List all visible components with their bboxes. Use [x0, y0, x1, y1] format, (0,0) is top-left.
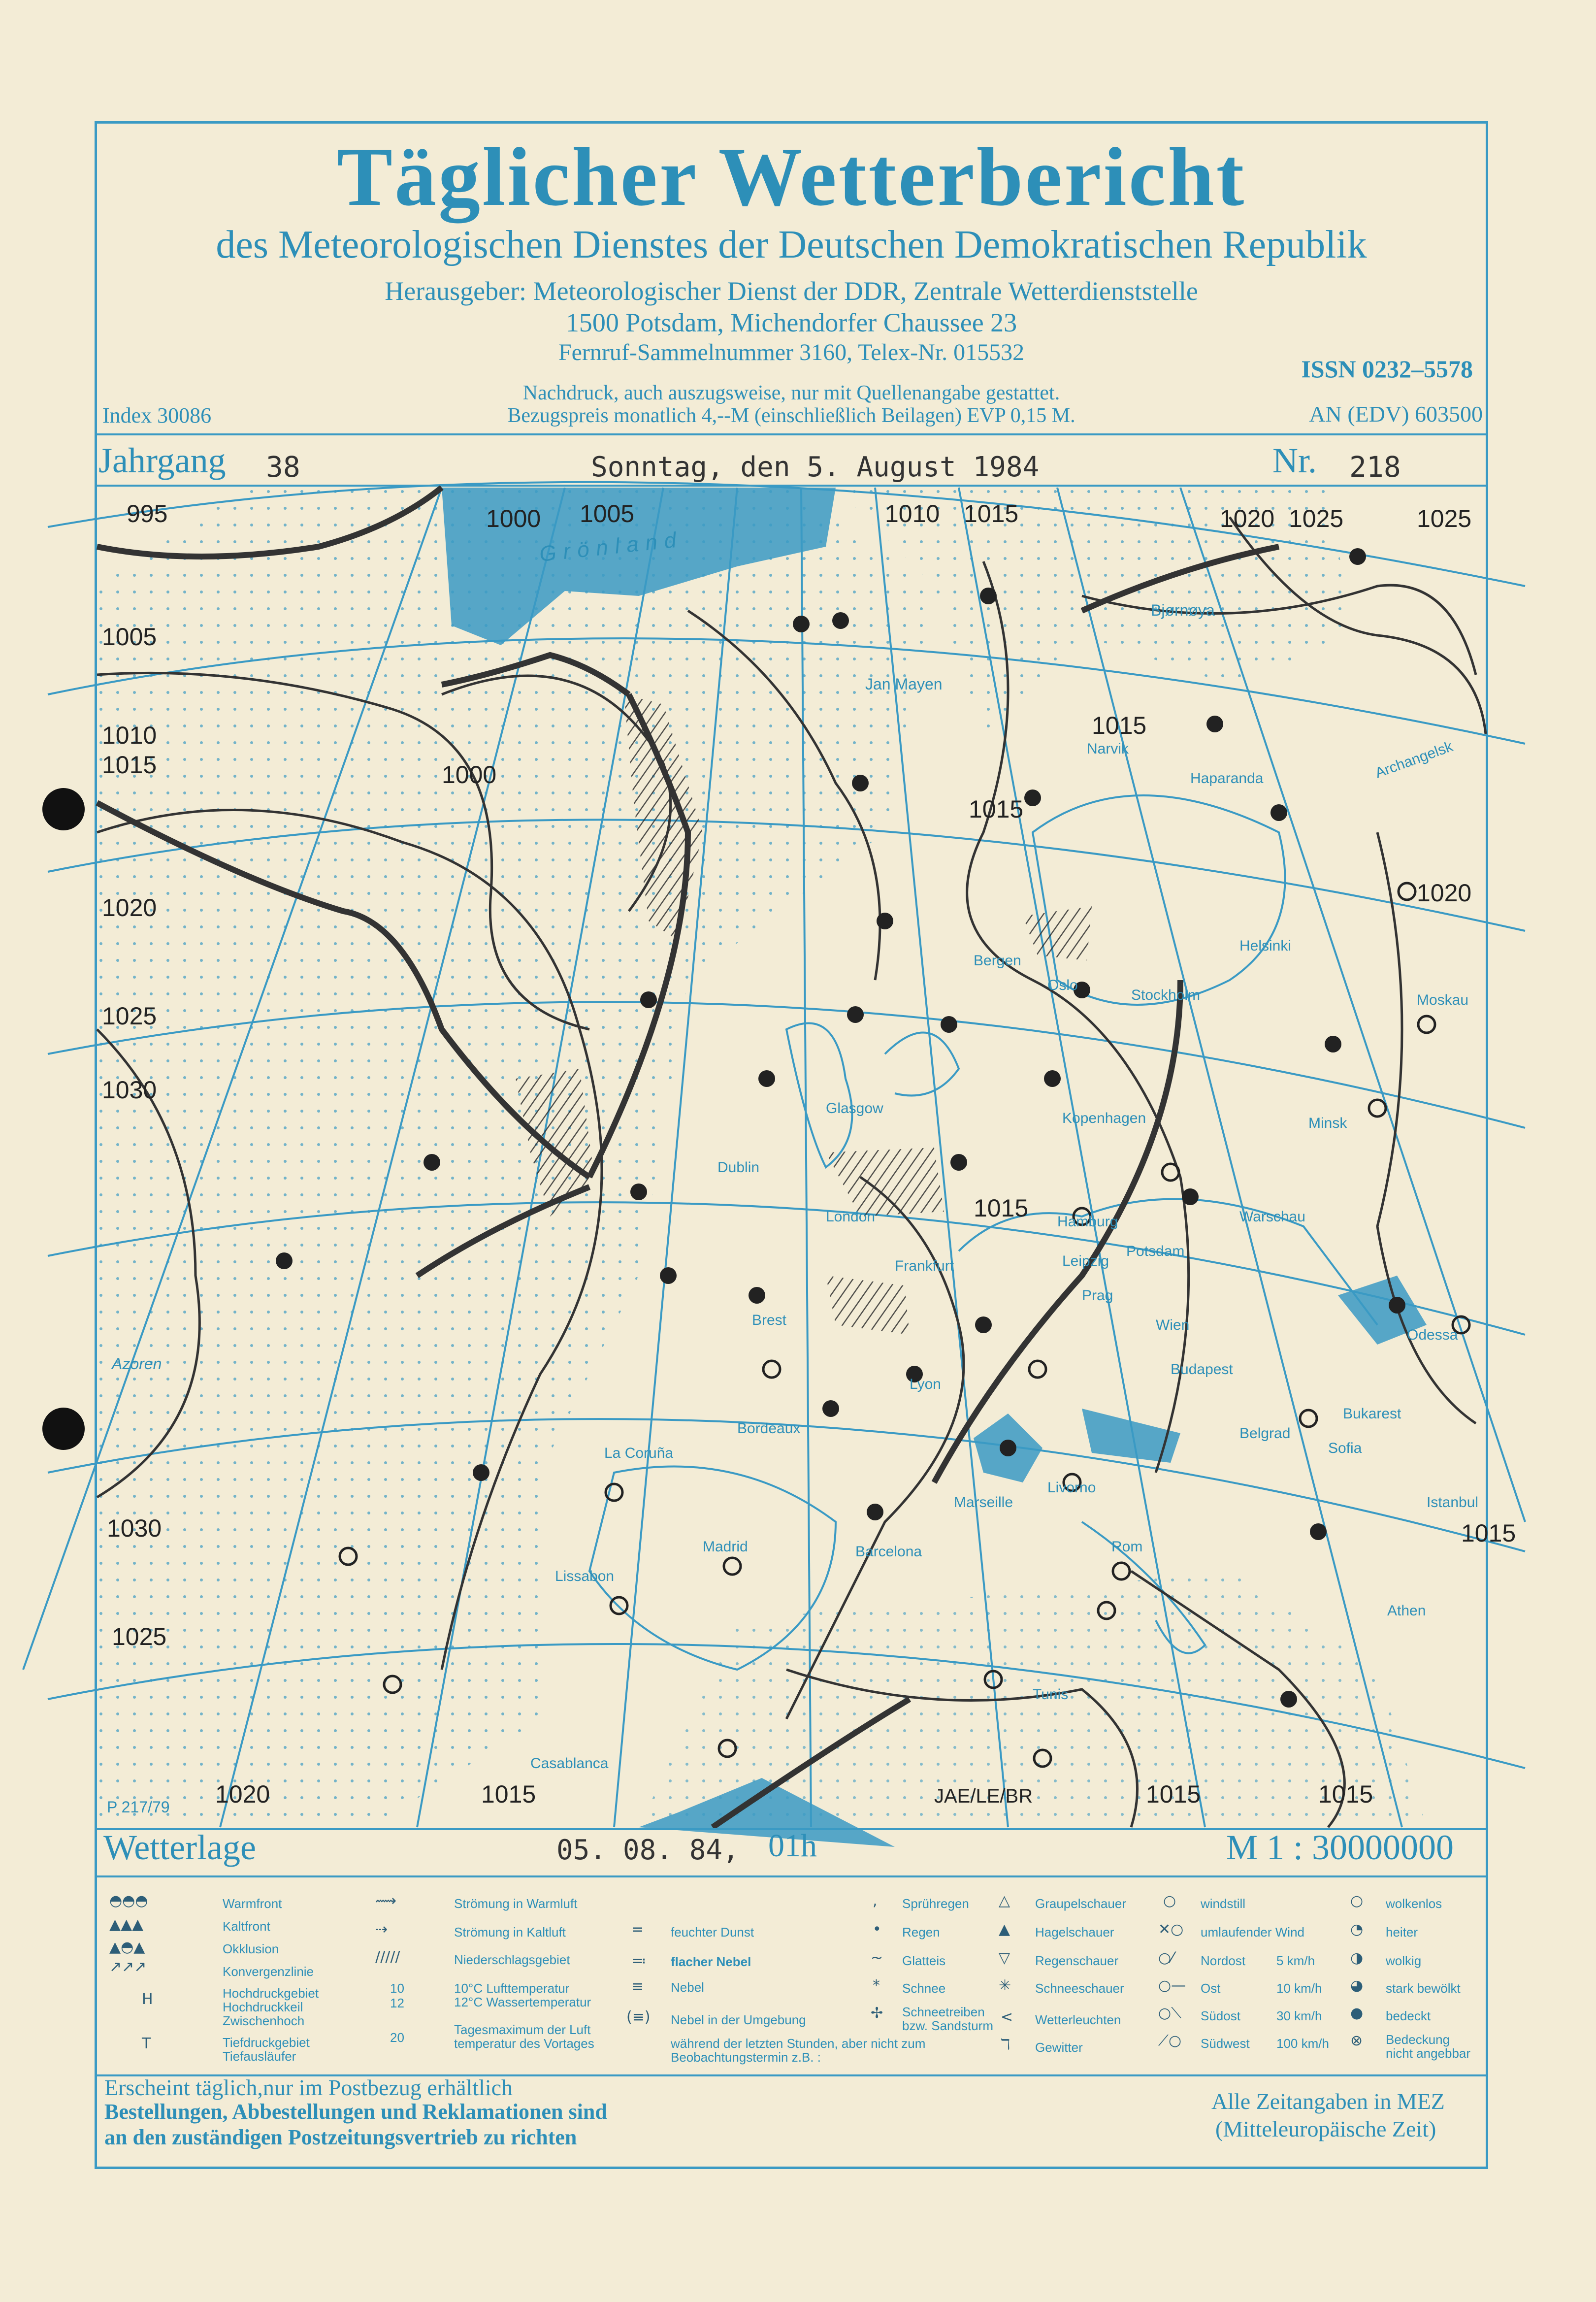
- cold-front-icon: ▲▲▲: [109, 1916, 144, 1933]
- legend-fraction: 20: [390, 2030, 404, 2045]
- nr-label: Nr.: [1272, 441, 1317, 480]
- legend-item: Südwest: [1201, 2036, 1250, 2051]
- label-narvik: Narvik: [1087, 741, 1129, 757]
- label-bordeaux: Bordeaux: [737, 1420, 801, 1437]
- calm-icon: ○: [1163, 1892, 1176, 1909]
- legend-item: windstill: [1201, 1896, 1246, 1911]
- label-istanbul: Istanbul: [1427, 1494, 1479, 1511]
- isobar-label-1030: 1030: [102, 1076, 157, 1104]
- jahrgang-label: Jahrgang: [98, 441, 226, 480]
- label-lyon: Lyon: [910, 1376, 941, 1392]
- label-archangelsk: Archangelsk: [1373, 738, 1455, 782]
- label-livorno: Livorno: [1047, 1480, 1096, 1496]
- nr-value: 218: [1349, 450, 1401, 484]
- label-budapest: Budapest: [1171, 1361, 1233, 1378]
- footer-availability: Erscheint täglich,nur im Postbezug erhältlich: [104, 2075, 513, 2100]
- isobar-label-1025-south: 1025: [112, 1623, 167, 1650]
- sky-obscured-icon: ⊗: [1350, 2032, 1363, 2049]
- publisher-line: Herausgeber: Meteorologischer Dienst der DDR, Zentrale Wetterdienststelle: [385, 276, 1198, 306]
- map-scale: M 1 : 30000000: [1226, 1828, 1454, 1867]
- isobar-label-1015: 1015: [102, 751, 157, 779]
- convergence-icon: ↗↗↗: [109, 1958, 147, 1975]
- legend-item: Strömung in Kaltluft: [454, 1925, 566, 1940]
- legend-item: 12°C Wassertemperatur: [454, 1995, 591, 2009]
- index-number: Index 30086: [102, 403, 212, 428]
- rain-icon: •: [873, 1921, 881, 1938]
- punch-hole: [42, 1408, 85, 1450]
- isobar-label-1025: 1025: [102, 1002, 157, 1030]
- legend-item: Tiefausläufer: [223, 2049, 296, 2064]
- overcast-icon: ●: [1350, 2005, 1364, 2022]
- drizzle-icon: ,: [873, 1892, 878, 1909]
- isobar-label-1025-north: 1025: [1289, 505, 1344, 532]
- southeast-wind-icon: ○⟍: [1158, 2005, 1182, 2022]
- legend-item: Graupelschauer: [1035, 1896, 1126, 1911]
- label-moskau: Moskau: [1417, 992, 1469, 1008]
- issue-date: Sonntag, den 5. August 1984: [591, 451, 1040, 483]
- label-rom: Rom: [1111, 1539, 1143, 1555]
- isobar-label-995: 995: [127, 500, 168, 527]
- isobar-label-1015-east: 1015: [1318, 1780, 1373, 1808]
- label-madrid: Madrid: [703, 1539, 748, 1555]
- legend-item: Bedeckung: [1386, 2032, 1450, 2047]
- variable-wind-icon: ✕○: [1158, 1921, 1184, 1938]
- legend-item: Nordost: [1201, 1953, 1246, 1968]
- footer-timezone-note: (Mitteleuropäische Zeit): [1215, 2116, 1436, 2141]
- weather-map: [97, 488, 1516, 1827]
- isobar-label-1005-west: 1005: [102, 623, 157, 651]
- legend-speed: 5 km/h: [1276, 1953, 1315, 1968]
- legend-item: Sprühregen: [902, 1896, 969, 1911]
- legend-speed: 10 km/h: [1276, 1981, 1322, 1996]
- label-lissabon: Lissabon: [555, 1568, 615, 1584]
- wetterlage-date: 05. 08. 84,: [556, 1834, 739, 1866]
- label-bjornoya: Bjørnøya: [1151, 601, 1215, 619]
- legend-item: wolkenlos: [1386, 1896, 1442, 1911]
- legend-item: Kaltfront: [223, 1919, 270, 1934]
- label-bergen: Bergen: [974, 953, 1021, 969]
- fog-vicinity-icon: (≡): [626, 2008, 651, 2026]
- high-pressure-icon: H: [142, 1991, 153, 2008]
- isobar-label-1015-se: 1015: [1146, 1780, 1201, 1808]
- legend-item: Nebel: [671, 1980, 704, 1995]
- isobar-label-1015-istanbul: 1015: [1461, 1519, 1516, 1547]
- label-dublin: Dublin: [717, 1159, 760, 1176]
- price-note: Bezugspreis monatlich 4,--M (einschließlich Beilagen) EVP 0,15 M.: [507, 404, 1075, 427]
- graupel-shower-icon: △: [999, 1892, 1010, 1909]
- label-greenland: Grönland: [538, 527, 684, 566]
- label-helsinki: Helsinki: [1239, 938, 1292, 954]
- label-london: London: [826, 1209, 876, 1225]
- snow-shower-icon: ✳: [999, 1977, 1011, 1994]
- legend-item: Wetterleuchten: [1035, 2012, 1121, 2027]
- isobar-label-1000-low: 1000: [442, 761, 497, 789]
- fog-icon: ≡: [631, 1978, 644, 1995]
- cold-flow-icon: ⇢: [375, 1921, 388, 1938]
- legend-item: Konvergenzlinie: [223, 1964, 314, 1979]
- legend-item: Ost: [1201, 1981, 1221, 1996]
- legend-item: während der letzten Stunden, aber nicht zum: [671, 2036, 926, 2051]
- wetterlage-label: Wetterlage: [103, 1828, 257, 1867]
- isobar-label-1015-narvik: 1015: [1092, 712, 1147, 739]
- legend-speed: 30 km/h: [1276, 2008, 1322, 2023]
- label-bukarest: Bukarest: [1343, 1406, 1401, 1422]
- legend-item: Warmfront: [223, 1896, 282, 1911]
- legend-item: nicht angebbar: [1386, 2046, 1471, 2061]
- label-haparanda: Haparanda: [1190, 770, 1264, 787]
- legend-item: Schneetreiben: [902, 2005, 985, 2019]
- legend-speed: 100 km/h: [1276, 2036, 1329, 2051]
- blowing-snow-icon: ✢: [871, 2005, 883, 2022]
- legend-item: Tagesmaximum der Luft: [454, 2022, 591, 2037]
- legend-item: Regenschauer: [1035, 1953, 1119, 1968]
- mostly-cloudy-icon: ◕: [1350, 1977, 1364, 1994]
- legend: [95, 1879, 1488, 2076]
- legend-item: bedeckt: [1386, 2008, 1431, 2023]
- isobar-label-1015-norway: 1015: [969, 795, 1024, 823]
- label-hamburg: Hamburg: [1057, 1214, 1118, 1230]
- sheet-lightning-icon: <: [1001, 2008, 1013, 2026]
- isobar-label-1015-mid: 1015: [974, 1194, 1029, 1222]
- reprint-note: Nachdruck, auch auszugsweise, nur mit Quellenangabe gestattet.: [522, 382, 1060, 404]
- legend-item: flacher Nebel: [671, 1954, 751, 1969]
- label-belgrad: Belgrad: [1239, 1425, 1291, 1442]
- legend-item: Regen: [902, 1925, 940, 1940]
- label-azoren: Azoren: [112, 1355, 162, 1373]
- isobar-label-1020-south: 1020: [215, 1780, 270, 1808]
- jahrgang-value: 38: [266, 450, 300, 484]
- publisher-phone: Fernruf-Sammelnummer 3160, Telex-Nr. 015532: [558, 339, 1025, 365]
- label-odessa: Odessa: [1407, 1327, 1458, 1343]
- east-wind-icon: ○—: [1158, 1977, 1186, 1994]
- label-kopenhagen: Kopenhagen: [1062, 1110, 1146, 1126]
- legend-item: Nebel in der Umgebung: [671, 2012, 806, 2027]
- label-jan-mayen: Jan Mayen: [865, 675, 943, 693]
- label-barcelona: Barcelona: [855, 1544, 922, 1560]
- label-casablanca: Casablanca: [530, 1755, 609, 1772]
- label-minsk: Minsk: [1308, 1115, 1347, 1131]
- label-tunis: Tunis: [1033, 1686, 1069, 1703]
- thunderstorm-icon: ℸ: [1001, 2036, 1010, 2053]
- legend-item: Schnee: [902, 1981, 946, 1996]
- legend-item: feuchter Dunst: [671, 1925, 754, 1940]
- hail-shower-icon: ▲: [999, 1921, 1010, 1938]
- legend-item: Hochdruckkeil: [223, 2000, 303, 2014]
- legend-item: 10°C Lufttemperatur: [454, 1981, 570, 1996]
- southwest-wind-icon: ⟋○: [1158, 2032, 1182, 2049]
- label-glasgow: Glasgow: [826, 1100, 883, 1117]
- label-stockholm: Stockholm: [1131, 987, 1201, 1003]
- wetterlage-time: 01h: [768, 1828, 817, 1864]
- legend-item: Okklusion: [223, 1941, 279, 1956]
- chart-code: P 217/79: [107, 1798, 170, 1816]
- analyst-initials: JAE/LE/BR: [934, 1785, 1033, 1807]
- legend-fraction: 12: [390, 1996, 404, 2010]
- label-frankfurt: Frankfurt: [895, 1258, 954, 1274]
- label-athen: Athen: [1387, 1603, 1426, 1619]
- isobar-label-1020-east: 1020: [1417, 879, 1472, 907]
- legend-item: Beobachtungstermin z.B. :: [671, 2050, 821, 2065]
- isobar-label-1030-south: 1030: [107, 1514, 162, 1542]
- legend-fraction: 10: [390, 1981, 404, 1996]
- fair-icon: ◔: [1350, 1921, 1364, 1938]
- isobar-label-1015-south: 1015: [481, 1780, 536, 1808]
- legend-item: Südost: [1201, 2008, 1240, 2023]
- label-oslo: Oslo: [1047, 977, 1078, 993]
- an-edv-number: AN (EDV) 603500: [1309, 401, 1483, 427]
- label-wien: Wien: [1156, 1317, 1190, 1333]
- legend-item: bzw. Sandsturm: [902, 2018, 993, 2033]
- legend-item: wolkig: [1386, 1953, 1422, 1968]
- partly-cloudy-icon: ◑: [1350, 1949, 1364, 1967]
- humid-haze-icon: =: [631, 1921, 644, 1938]
- glaze-icon: ~: [871, 1949, 883, 1967]
- punch-hole: [42, 788, 85, 830]
- shallow-fog-icon: ≕: [631, 1952, 646, 1970]
- label-la-coruna: La Coruña: [604, 1445, 674, 1461]
- isobar-label-1020-north: 1020: [1220, 505, 1275, 532]
- isobar-label-1025-ne: 1025: [1417, 505, 1472, 532]
- isobar-label-1000: 1000: [486, 505, 541, 532]
- legend-item: Strömung in Warmluft: [454, 1896, 578, 1911]
- label-sofia: Sofia: [1328, 1440, 1362, 1456]
- low-pressure-icon: T: [142, 2035, 151, 2052]
- isobar-label-1005: 1005: [580, 500, 635, 527]
- label-potsdam: Potsdam: [1126, 1243, 1185, 1259]
- issn: ISSN 0232–5578: [1301, 355, 1473, 383]
- label-leipzig: Leipzig: [1062, 1253, 1109, 1269]
- isobar-label-1010: 1010: [102, 722, 157, 749]
- legend-item: umlaufender Wind: [1201, 1925, 1304, 1940]
- warm-flow-icon: ⟿: [375, 1892, 397, 1909]
- report-title: Täglicher Wetterbericht: [336, 131, 1246, 223]
- legend-item: Zwischenhoch: [223, 2013, 305, 2028]
- snow-icon: *: [873, 1977, 880, 1994]
- northeast-wind-icon: ○⁄: [1158, 1949, 1174, 1967]
- label-brest: Brest: [752, 1312, 787, 1328]
- rain-shower-icon: ▽: [999, 1949, 1010, 1967]
- isobar-label-1010-north: 1010: [885, 500, 940, 527]
- legend-item: Niederschlagsgebiet: [454, 1952, 570, 1967]
- warm-front-icon: ◓◓◓: [109, 1892, 148, 1909]
- legend-item: Hochdruckgebiet: [223, 1986, 319, 2001]
- legend-item: Schneeschauer: [1035, 1981, 1124, 1996]
- label-prag: Prag: [1082, 1287, 1113, 1304]
- legend-item: Glatteis: [902, 1953, 946, 1968]
- precipitation-area-icon: /////: [375, 1948, 400, 1966]
- legend-item: temperatur des Vortages: [454, 2036, 594, 2051]
- clear-sky-icon: ○: [1350, 1892, 1364, 1909]
- footer-timezone: Alle Zeitangaben in MEZ: [1211, 2089, 1445, 2114]
- label-warschau: Warschau: [1239, 1209, 1305, 1225]
- report-subtitle: des Meteorologischen Dienstes der Deutschen Demokratischen Republik: [216, 223, 1367, 266]
- legend-item: heiter: [1386, 1925, 1418, 1940]
- footer-orders: Bestellungen, Abbestellungen und Reklamationen sind: [104, 2100, 607, 2124]
- legend-item: Tiefdruckgebiet: [223, 2035, 310, 2050]
- publisher-address: 1500 Potsdam, Michendorfer Chaussee 23: [565, 308, 1017, 337]
- legend-item: stark bewölkt: [1386, 1981, 1461, 1996]
- legend-item: Gewitter: [1035, 2040, 1083, 2055]
- occlusion-icon: ▲◓▲: [109, 1939, 145, 1956]
- isobar-label-1020: 1020: [102, 894, 157, 921]
- isobar-label-1015-north: 1015: [964, 500, 1019, 527]
- footer-orders-cont: an den zuständigen Postzeitungsvertrieb zu richten: [104, 2125, 577, 2149]
- legend-item: Hagelschauer: [1035, 1925, 1114, 1940]
- label-marseille: Marseille: [954, 1494, 1013, 1511]
